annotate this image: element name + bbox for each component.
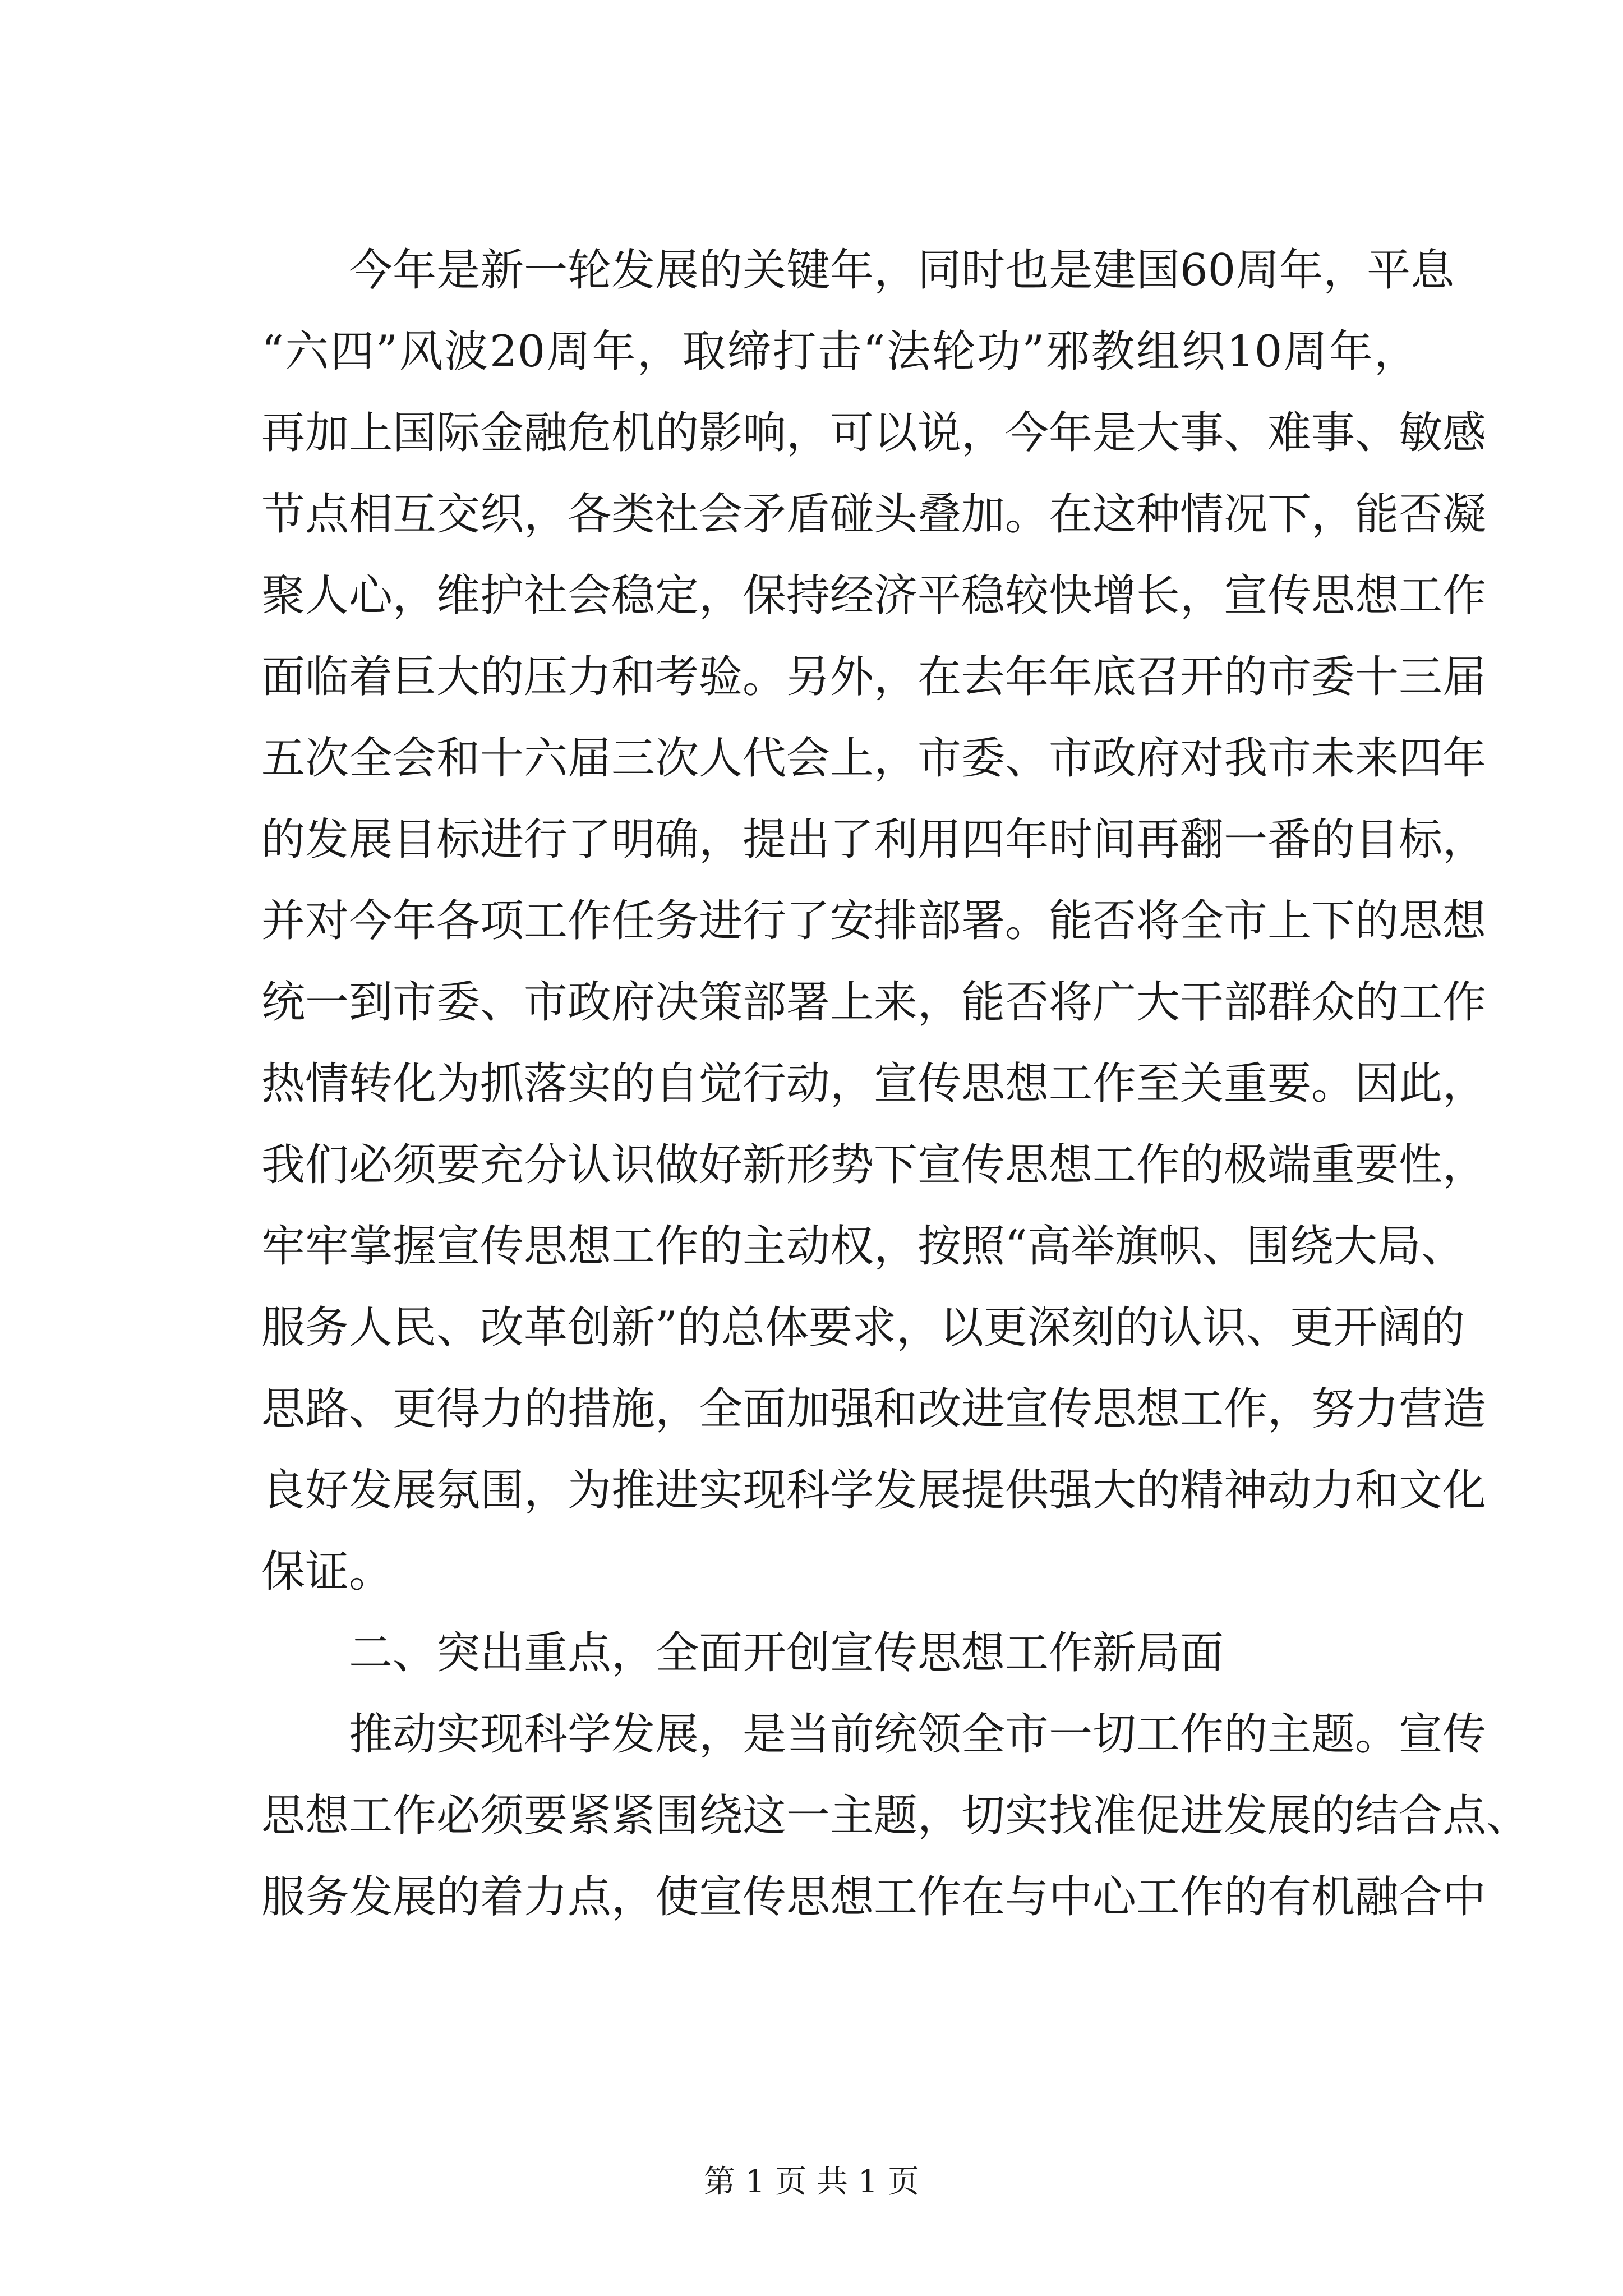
text-line: 良好发展氛围，为推进实现科学发展提供强大的精神动力和文化 [261,1465,1487,1516]
text-line: 今年是新一轮发展的关键年，同时也是建国60周年，平息 [349,245,1455,296]
text-line: 统一到市委、市政府决策部署上来，能否将广大干部群众的工作 [261,977,1487,1028]
text-line: 保证。 [261,1547,393,1597]
text-line: “六四”风波20周年，取缔打击“法轮功”邪教组织10周年， [261,326,1418,377]
section-heading: 二、突出重点，全面开创宣传思想工作新局面 [349,1628,1224,1678]
text-line: 面临着巨大的压力和考验。另外，在去年年底召开的市委十三届 [261,652,1487,702]
text-line: 服务发展的着力点，使宣传思想工作在与中心工作的有机融合中 [261,1872,1487,1922]
text-line: 推动实现科学发展，是当前统领全市一切工作的主题。宣传 [349,1709,1487,1760]
text-line: 热情转化为抓落实的自觉行动，宣传思想工作至关重要。因此， [261,1059,1487,1109]
text-line: 服务人民、改革创新”的总体要求，以更深刻的认识、更开阔的 [261,1303,1465,1353]
paragraph-1 [261,230,1487,1613]
page-footer: 第 1 页 共 1 页 [703,2164,920,2200]
text-line: 的发展目标进行了明确，提出了利用四年时间再翻一番的目标， [261,815,1487,865]
text-line: 再加上国际金融危机的影响，可以说，今年是大事、难事、敏感 [261,408,1487,458]
text-line: 聚人心，维护社会稳定，保持经济平稳较快增长，宣传思想工作 [261,570,1487,621]
text-line: 并对今年各项工作任务进行了安排部署。能否将全市上下的思想 [261,896,1487,946]
document-body [261,230,1530,1938]
text-line: 牢牢掌握宣传思想工作的主动权，按照“高举旗帜、围绕大局、 [261,1221,1465,1272]
paragraph-2 [261,1694,1530,1938]
text-line: 思路、更得力的措施，全面加强和改进宣传思想工作，努力营造 [261,1384,1487,1434]
text-line: 五次全会和十六届三次人代会上，市委、市政府对我市未来四年 [261,733,1487,784]
text-line: 我们必须要充分认识做好新形势下宣传思想工作的极端重要性， [261,1140,1487,1190]
text-line: 节点相互交织，各类社会矛盾碰头叠加。在这种情况下，能否凝 [261,489,1487,540]
text-line: 思想工作必须要紧紧围绕这一主题，切实找准促进发展的结合点、 [261,1791,1530,1841]
